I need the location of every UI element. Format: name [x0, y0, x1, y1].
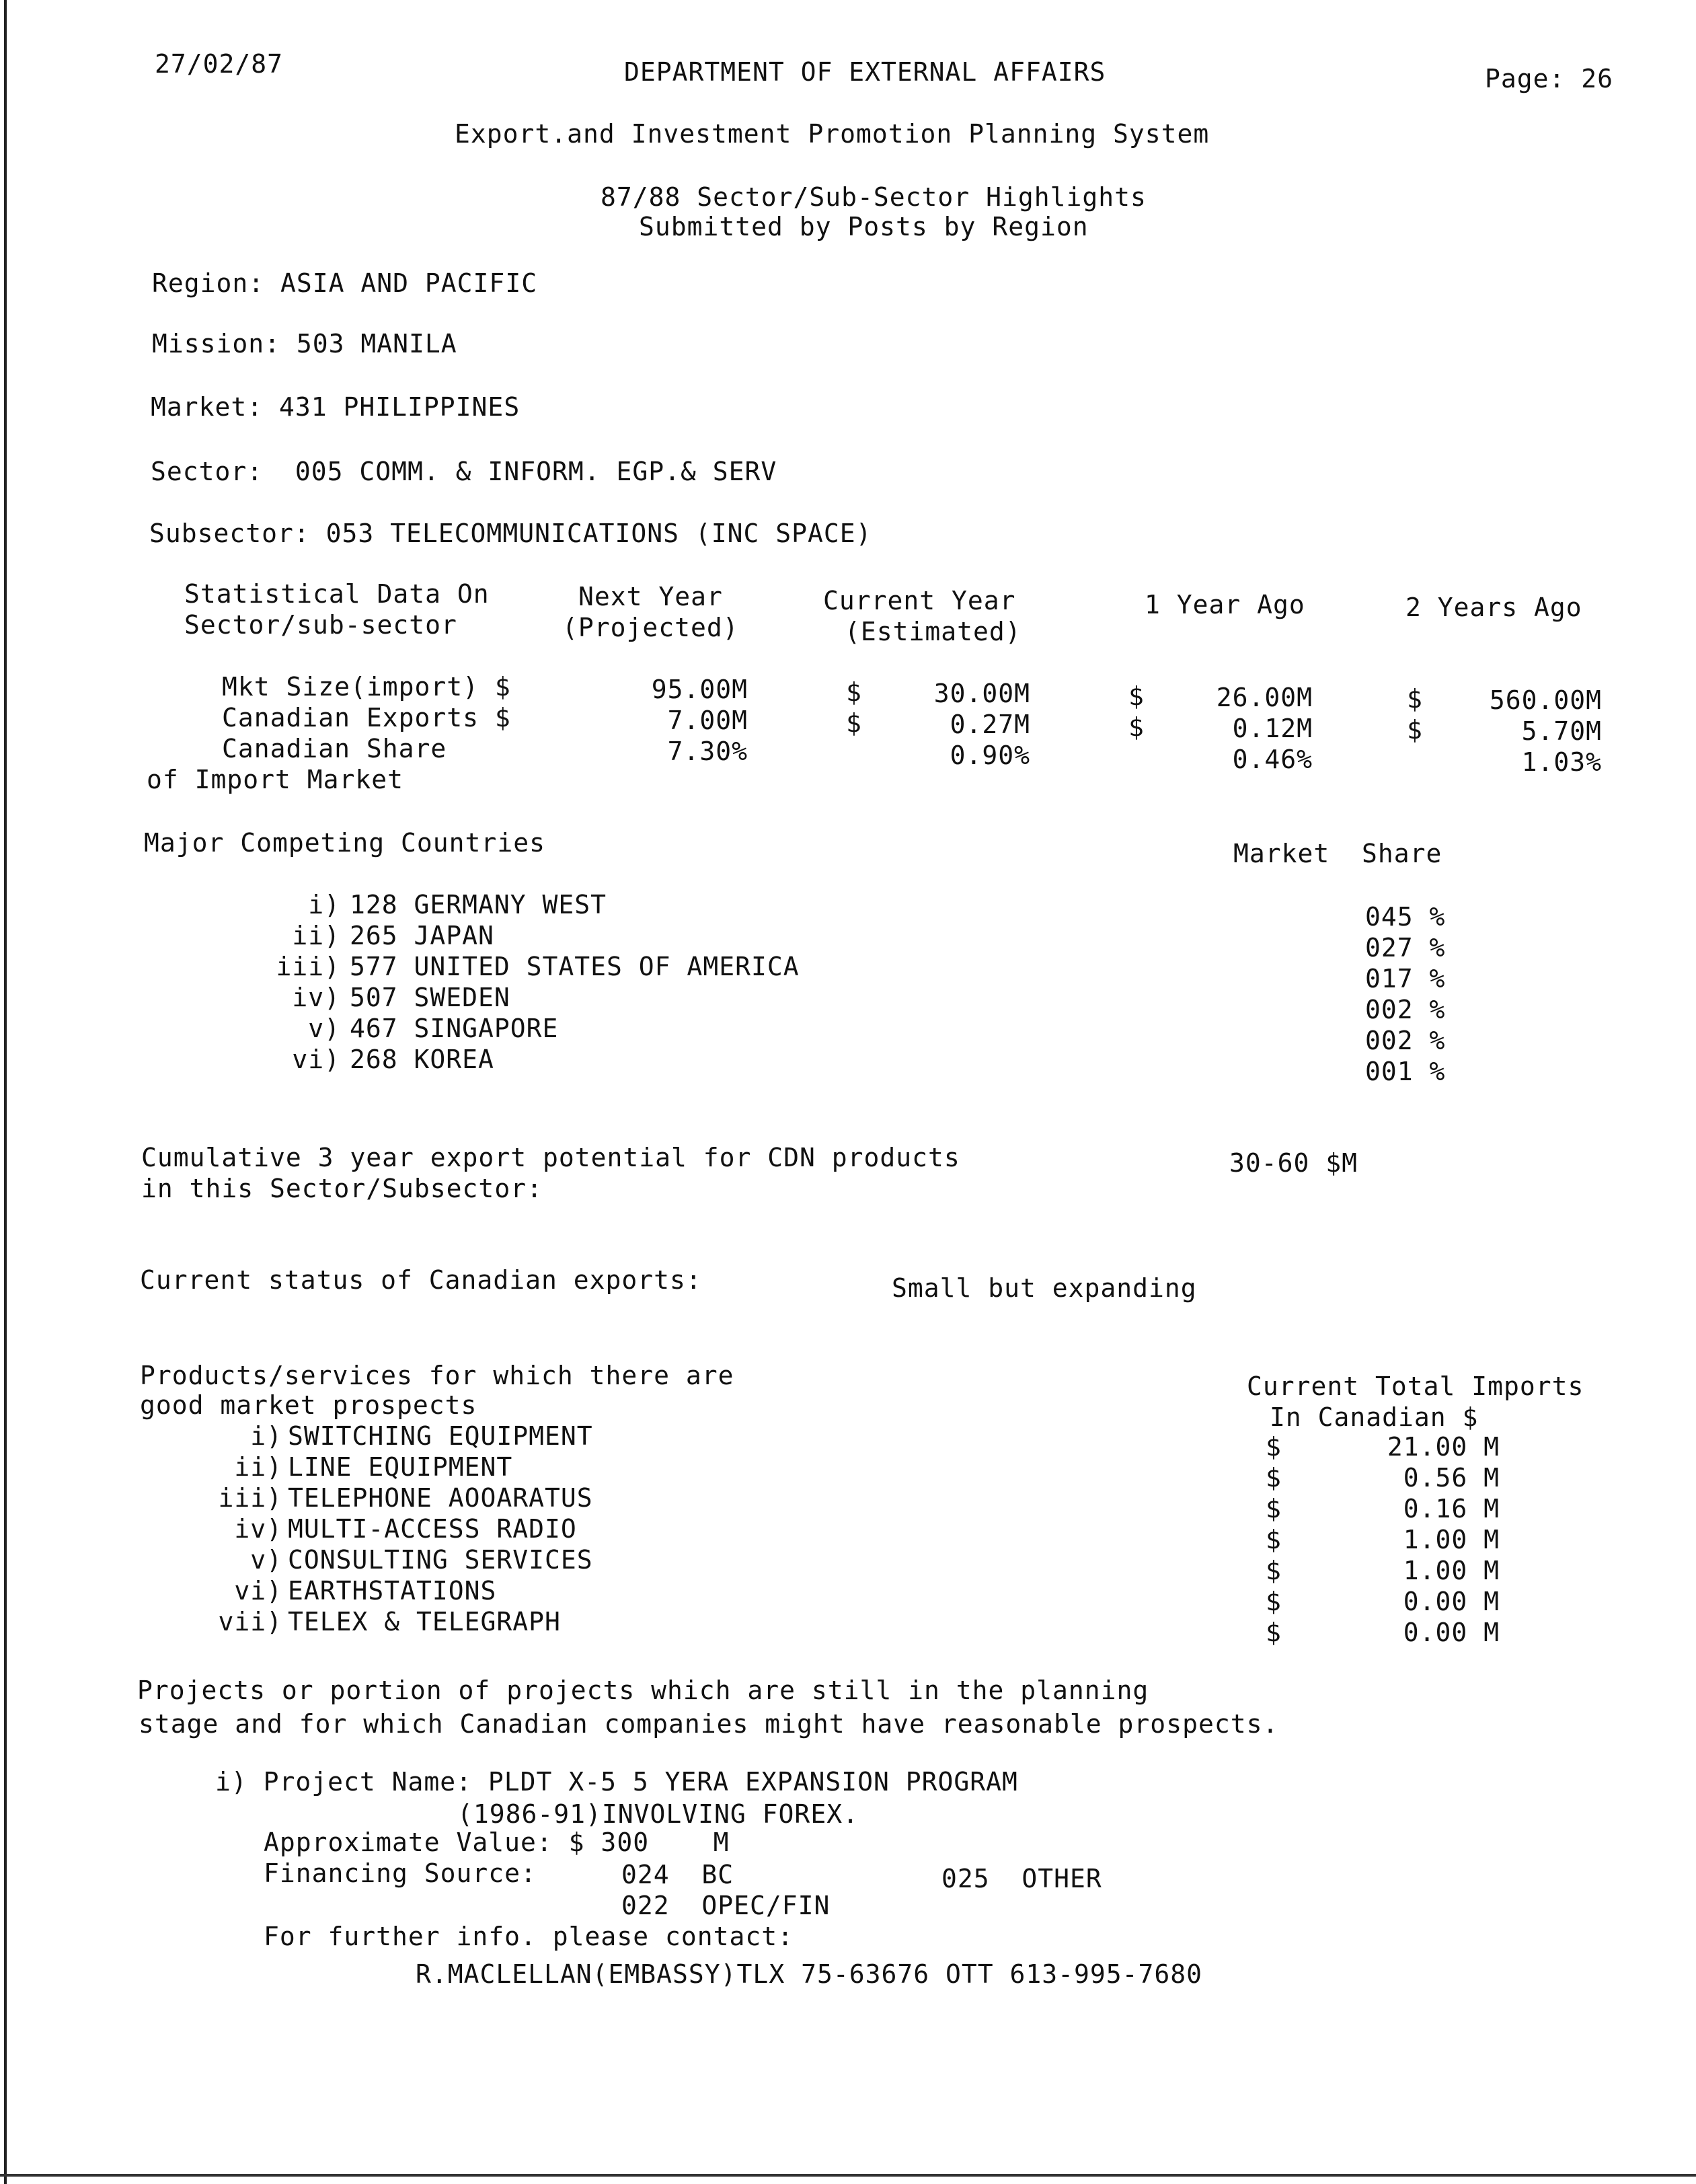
stats-2yr-symbol: $ [1407, 715, 1423, 745]
highlights-title: 87/88 Sector/Sub-Sector Highlights [601, 182, 1147, 212]
financing-source-2: 025 OTHER [941, 1864, 1102, 1893]
competitor-index: iii) [276, 952, 340, 981]
product-name: SWITCHING EQUIPMENT [288, 1421, 593, 1451]
stats-2yr-value: 5.70M [1521, 716, 1602, 746]
stats-row-label: Mkt Size(import) $ [222, 672, 511, 702]
products-title-2: good market prospects [140, 1390, 477, 1420]
product-import-symbol: $ [1266, 1618, 1282, 1647]
export-potential-label-1: Cumulative 3 year export potential for CDN products [141, 1143, 960, 1172]
stats-header-2yr: 2 Years Ago [1405, 593, 1582, 622]
stats-1yr-value: 0.12M [1232, 714, 1313, 743]
export-potential-label-2: in this Sector/Subsector: [141, 1174, 543, 1203]
product-name: EARTHSTATIONS [288, 1576, 497, 1606]
product-name: TELEPHONE AOOARATUS [288, 1483, 593, 1513]
stats-current-value: 0.27M [950, 710, 1030, 739]
product-import-symbol: $ [1266, 1432, 1282, 1462]
subsector-line: Subsector: 053 TELECOMMUNICATIONS (INC SPACE) [149, 519, 872, 548]
competitor-name: 577 UNITED STATES OF AMERICA [350, 952, 800, 981]
imports-header-2: In Canadian $ [1270, 1402, 1479, 1432]
page-number: Page: 26 [1485, 64, 1614, 93]
competitor-index: ii) [292, 921, 340, 950]
stats-current-value: 0.90% [950, 741, 1030, 770]
stats-current-value: 30.00M [933, 679, 1030, 708]
approximate-value: Approximate Value: $ 300 M [264, 1828, 730, 1857]
page-bottom-edge [0, 2174, 1696, 2177]
financing-source-label: Financing Source: [264, 1858, 537, 1888]
system-title: Export.and Investment Promotion Planning System [455, 119, 1210, 149]
stats-current-symbol: $ [846, 677, 862, 707]
submitted-subtitle: Submitted by Posts by Region [639, 212, 1089, 241]
competitor-index: i) [308, 890, 340, 919]
stats-1yr-symbol: $ [1128, 681, 1145, 711]
product-import-value: 0.16 M [1403, 1494, 1500, 1523]
stats-header-label-1: Statistical Data On [184, 579, 490, 609]
competitor-share: 002 % [1365, 1026, 1446, 1055]
export-status-value: Small but expanding [892, 1273, 1197, 1303]
stats-header-1yr: 1 Year Ago [1145, 590, 1305, 619]
stats-2yr-value: 1.03% [1521, 747, 1602, 777]
product-import-value: 1.00 M [1403, 1556, 1500, 1585]
product-index: ii) [234, 1452, 282, 1482]
product-import-value: 0.56 M [1403, 1463, 1500, 1493]
competitor-index: vi) [292, 1045, 340, 1074]
department-title: DEPARTMENT OF EXTERNAL AFFAIRS [624, 57, 1106, 87]
stats-header-next-1: Next Year [578, 582, 723, 611]
stats-next-value: 7.00M [667, 706, 748, 735]
competitors-title: Major Competing Countries [144, 828, 545, 858]
stats-current-symbol: $ [846, 708, 862, 738]
stats-row-label: Canadian Share [222, 734, 447, 763]
market-line: Market: 431 PHILIPPINES [151, 392, 521, 422]
competitor-name: 507 SWEDEN [350, 983, 510, 1012]
stats-next-value: 95.00M [651, 675, 748, 704]
contact-details: R.MACLELLAN(EMBASSY)TLX 75-63676 OTT 613-995-7680 [416, 1959, 1203, 1989]
stats-2yr-symbol: $ [1407, 684, 1423, 714]
competitor-name: 268 KOREA [350, 1045, 494, 1074]
imports-header-1: Current Total Imports [1247, 1371, 1584, 1401]
competitor-name: 467 SINGAPORE [350, 1014, 559, 1043]
product-name: CONSULTING SERVICES [288, 1545, 593, 1575]
projects-intro-1: Projects or portion of projects which are still in the planning [137, 1675, 1149, 1705]
stats-1yr-value: 0.46% [1232, 745, 1313, 774]
region-line: Region: ASIA AND PACIFIC [152, 268, 538, 298]
product-import-value: 0.00 M [1403, 1587, 1500, 1616]
competitor-share: 001 % [1365, 1057, 1446, 1086]
product-name: LINE EQUIPMENT [288, 1452, 513, 1482]
product-import-value: 21.00 M [1387, 1432, 1500, 1462]
stats-row-label: Canadian Exports $ [222, 703, 511, 732]
product-import-value: 1.00 M [1403, 1525, 1500, 1554]
stats-next-value: 7.30% [667, 737, 748, 766]
contact-label: For further info. please contact: [264, 1922, 794, 1951]
stats-1yr-value: 26.00M [1216, 683, 1313, 712]
product-index: v) [250, 1545, 282, 1575]
competitor-name: 265 JAPAN [350, 921, 494, 950]
stats-header-next-2: (Projected) [562, 613, 739, 642]
product-index: iii) [218, 1483, 282, 1513]
competitor-name: 128 GERMANY WEST [350, 890, 607, 919]
product-import-symbol: $ [1266, 1587, 1282, 1616]
project-name-1: i) Project Name: PLDT X-5 5 YERA EXPANSION PROGRAM [215, 1767, 1018, 1797]
products-title-1: Products/services for which there are [140, 1361, 734, 1390]
export-potential-value: 30-60 $M [1229, 1148, 1358, 1178]
product-import-symbol: $ [1266, 1556, 1282, 1585]
product-index: iv) [234, 1514, 282, 1544]
competitor-index: v) [308, 1014, 340, 1043]
product-index: vi) [234, 1576, 282, 1606]
financing-source-3: 022 OPEC/FIN [621, 1891, 831, 1920]
competitor-share: 045 % [1365, 902, 1446, 932]
product-name: MULTI-ACCESS RADIO [288, 1514, 577, 1544]
market-share-header: Market Share [1233, 839, 1442, 868]
competitor-index: iv) [292, 983, 340, 1012]
product-index: vii) [218, 1607, 282, 1636]
competitor-share: 017 % [1365, 964, 1446, 993]
stats-1yr-symbol: $ [1128, 712, 1145, 742]
page-left-edge [4, 0, 7, 2184]
stats-header-label-2: Sector/sub-sector [184, 610, 457, 640]
competitor-share: 002 % [1365, 995, 1446, 1024]
stats-2yr-value: 560.00M [1489, 685, 1602, 715]
stats-header-current-1: Current Year [823, 586, 1016, 615]
mission-line: Mission: 503 MANILA [152, 329, 457, 359]
project-name-2: (1986-91)INVOLVING FOREX. [457, 1799, 859, 1829]
projects-intro-2: stage and for which Canadian companies might have reasonable prospects. [139, 1709, 1279, 1739]
product-import-symbol: $ [1266, 1525, 1282, 1554]
sector-line: Sector: 005 COMM. & INFORM. EGP.& SERV [151, 457, 777, 486]
product-index: i) [250, 1421, 282, 1451]
stats-header-current-2: (Estimated) [845, 617, 1022, 646]
competitor-share: 027 % [1365, 933, 1446, 963]
export-status-label: Current status of Canadian exports: [140, 1265, 702, 1295]
product-import-symbol: $ [1266, 1463, 1282, 1493]
stats-share-suffix: of Import Market [147, 765, 404, 794]
product-import-symbol: $ [1266, 1494, 1282, 1523]
financing-source-1: 024 BC [621, 1860, 734, 1889]
report-date: 27/02/87 [155, 49, 284, 79]
product-name: TELEX & TELEGRAPH [288, 1607, 561, 1636]
product-import-value: 0.00 M [1403, 1618, 1500, 1647]
